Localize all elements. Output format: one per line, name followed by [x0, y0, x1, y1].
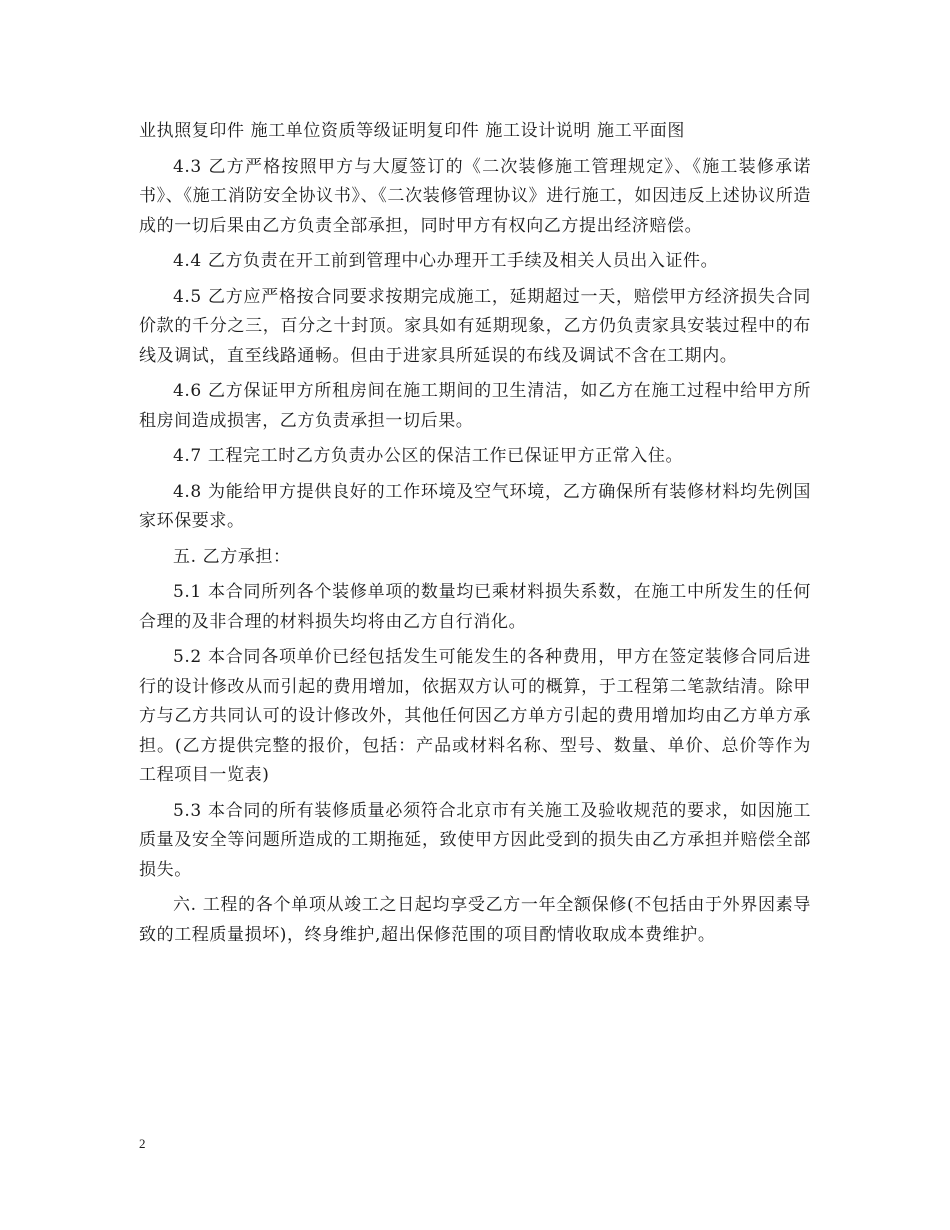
paragraph-4-7: 4.7 工程完工时乙方负责办公区的保洁工作已保证甲方正常入住。	[173, 446, 684, 466]
paragraph-5-3: 5.3 本合同的所有装修质量必须符合北京市有关施工及验收规范的要求，如因施工质量及安全等问题所造成的工期拖延，致使甲方因此受到的损失由乙方承担并赔偿全部损失。	[139, 800, 811, 880]
section-heading-5: 五. 乙方承担：	[173, 546, 291, 567]
paragraph-4-5: 4.5 乙方应严格按合同要求按期完成施工，延期超过一天，赔偿甲方经济损失合同价款的千分之三，百分之十封顶。家具如有延期现象，乙方仍负责家具安装过程中的布线及调试，直至线路通畅。但由于进家具所延误的布线及调试不含在工期内。	[139, 286, 811, 366]
paragraph-4-8: 4.8 为能给甲方提供良好的工作环境及空气环境，乙方确保所有装修材料均先例国家环保要求。	[139, 481, 811, 531]
paragraph-5-2: 5.2 本合同各项单价已经包括发生可能发生的各种费用，甲方在签定装修合同后进行的设计修改从而引起的费用增加，依据双方认可的概算，于工程第二笔款结清。除甲方与乙方共同认可的设计修改外，其他任何因乙方单方引起的费用增加均由乙方单方承担。(乙方提供完整的报价，包括：产品或材料名称、型号、数量、单价、总价等作为工程项目一览表)	[139, 647, 811, 785]
paragraph-attachments-continued: 业执照复印件 施工单位资质等级证明复印件 施工设计说明 施工平面图	[139, 121, 686, 141]
paragraph-4-4: 4.4 乙方负责在开工前到管理中心办理开工手续及相关人员出入证件。	[173, 251, 719, 271]
page-number: 2	[139, 1136, 146, 1151]
document-body	[139, 117, 811, 950]
paragraph-4-3: 4.3 乙方严格按照甲方与大厦签订的《二次装修施工管理规定》、《施工装修承诺书》、《施工消防安全协议书》、《二次装修管理协议》进行施工，如因违反上述协议所造成的一切后果由乙方负责全部承担，同时甲方有权向乙方提出经济赔偿。	[139, 156, 811, 236]
paragraph-5-1: 5.1 本合同所列各个装修单项的数量均已乘材料损失系数，在施工中所发生的任何合理的及非合理的材料损失均将由乙方自行消化。	[139, 582, 811, 632]
paragraph-4-6: 4.6 乙方保证甲方所租房间在施工期间的卫生清洁，如乙方在施工过程中给甲方所租房间造成损害，乙方负责承担一切后果。	[139, 381, 811, 431]
section-6-warranty: 六. 工程的各个单项从竣工之日起均享受乙方一年全额保修(不包括由于外界因素导致的工程质量损坏)，终身维护,超出保修范围的项目酌情收取成本费维护。	[139, 895, 811, 945]
